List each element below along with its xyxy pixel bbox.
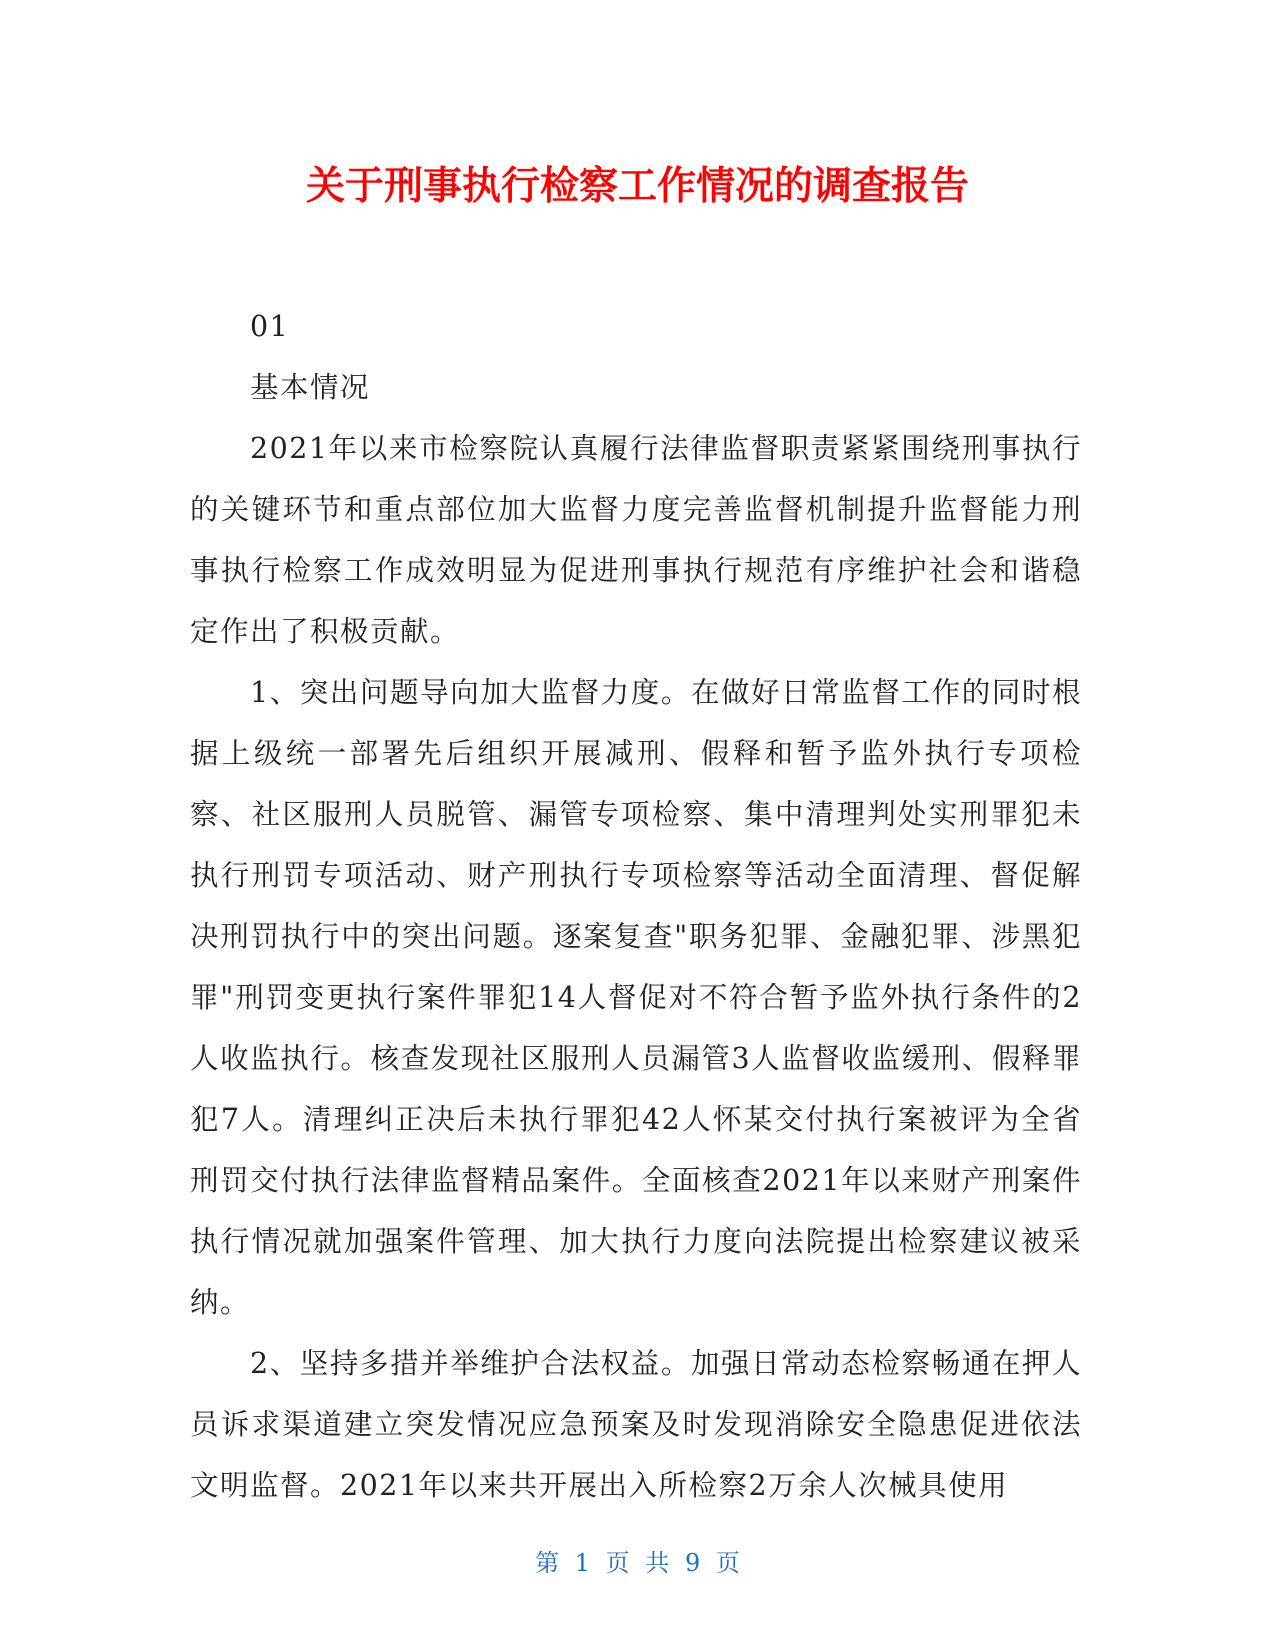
section-number: 01 <box>250 310 290 343</box>
page-footer: 第 1 页 共 9 页 <box>535 1549 740 1577</box>
section-heading: 基本情况 <box>250 371 371 404</box>
document-body <box>190 296 1082 1516</box>
paragraph-item-2: 2、坚持多措并举维护合法权益。加强日常动态检察畅通在押人员诉求渠道建立突发情况应急预案及时发现消除安全隐患促进依法文明监督。2021年以来共开展出入所检察2万余人次械具使用 <box>190 1347 1082 1502</box>
document-title: 关于刑事执行检察工作情况的调查报告 <box>305 164 969 209</box>
paragraph-intro: 2021年以来市检察院认真履行法律监督职责紧紧围绕刑事执行的关键环节和重点部位加大监督力度完善监督机制提升监督能力刑事执行检察工作成效明显为促进刑事执行规范有序维护社会和谐稳定作出了积极贡献。 <box>190 432 1082 648</box>
paragraph-item-1: 1、突出问题导向加大监督力度。在做好日常监督工作的同时根据上级统一部署先后组织开展减刑、假释和暂予监外执行专项检察、社区服刑人员脱管、漏管专项检察、集中清理判处实刑罪犯未执行刑罚专项活动、财产刑执行专项检察等活动全面清理、督促解决刑罚执行中的突出问题。逐案复查"职务犯罪、金融犯罪、涉黑犯罪"刑罚变更执行案件罪犯14人督促对不符合暂予监外执行条件的2人收监执行。核查发现社区服刑人员漏管3人监督收监缓刑、假释罪犯7人。清理纠正决后未执行罪犯42人怀某交付执行案被评为全省刑罚交付执行法律监督精品案件。全面核查2021年以来财产刑案件执行情况就加强案件管理、加大执行力度向法院提出检察建议被采纳。 <box>190 676 1082 1319</box>
